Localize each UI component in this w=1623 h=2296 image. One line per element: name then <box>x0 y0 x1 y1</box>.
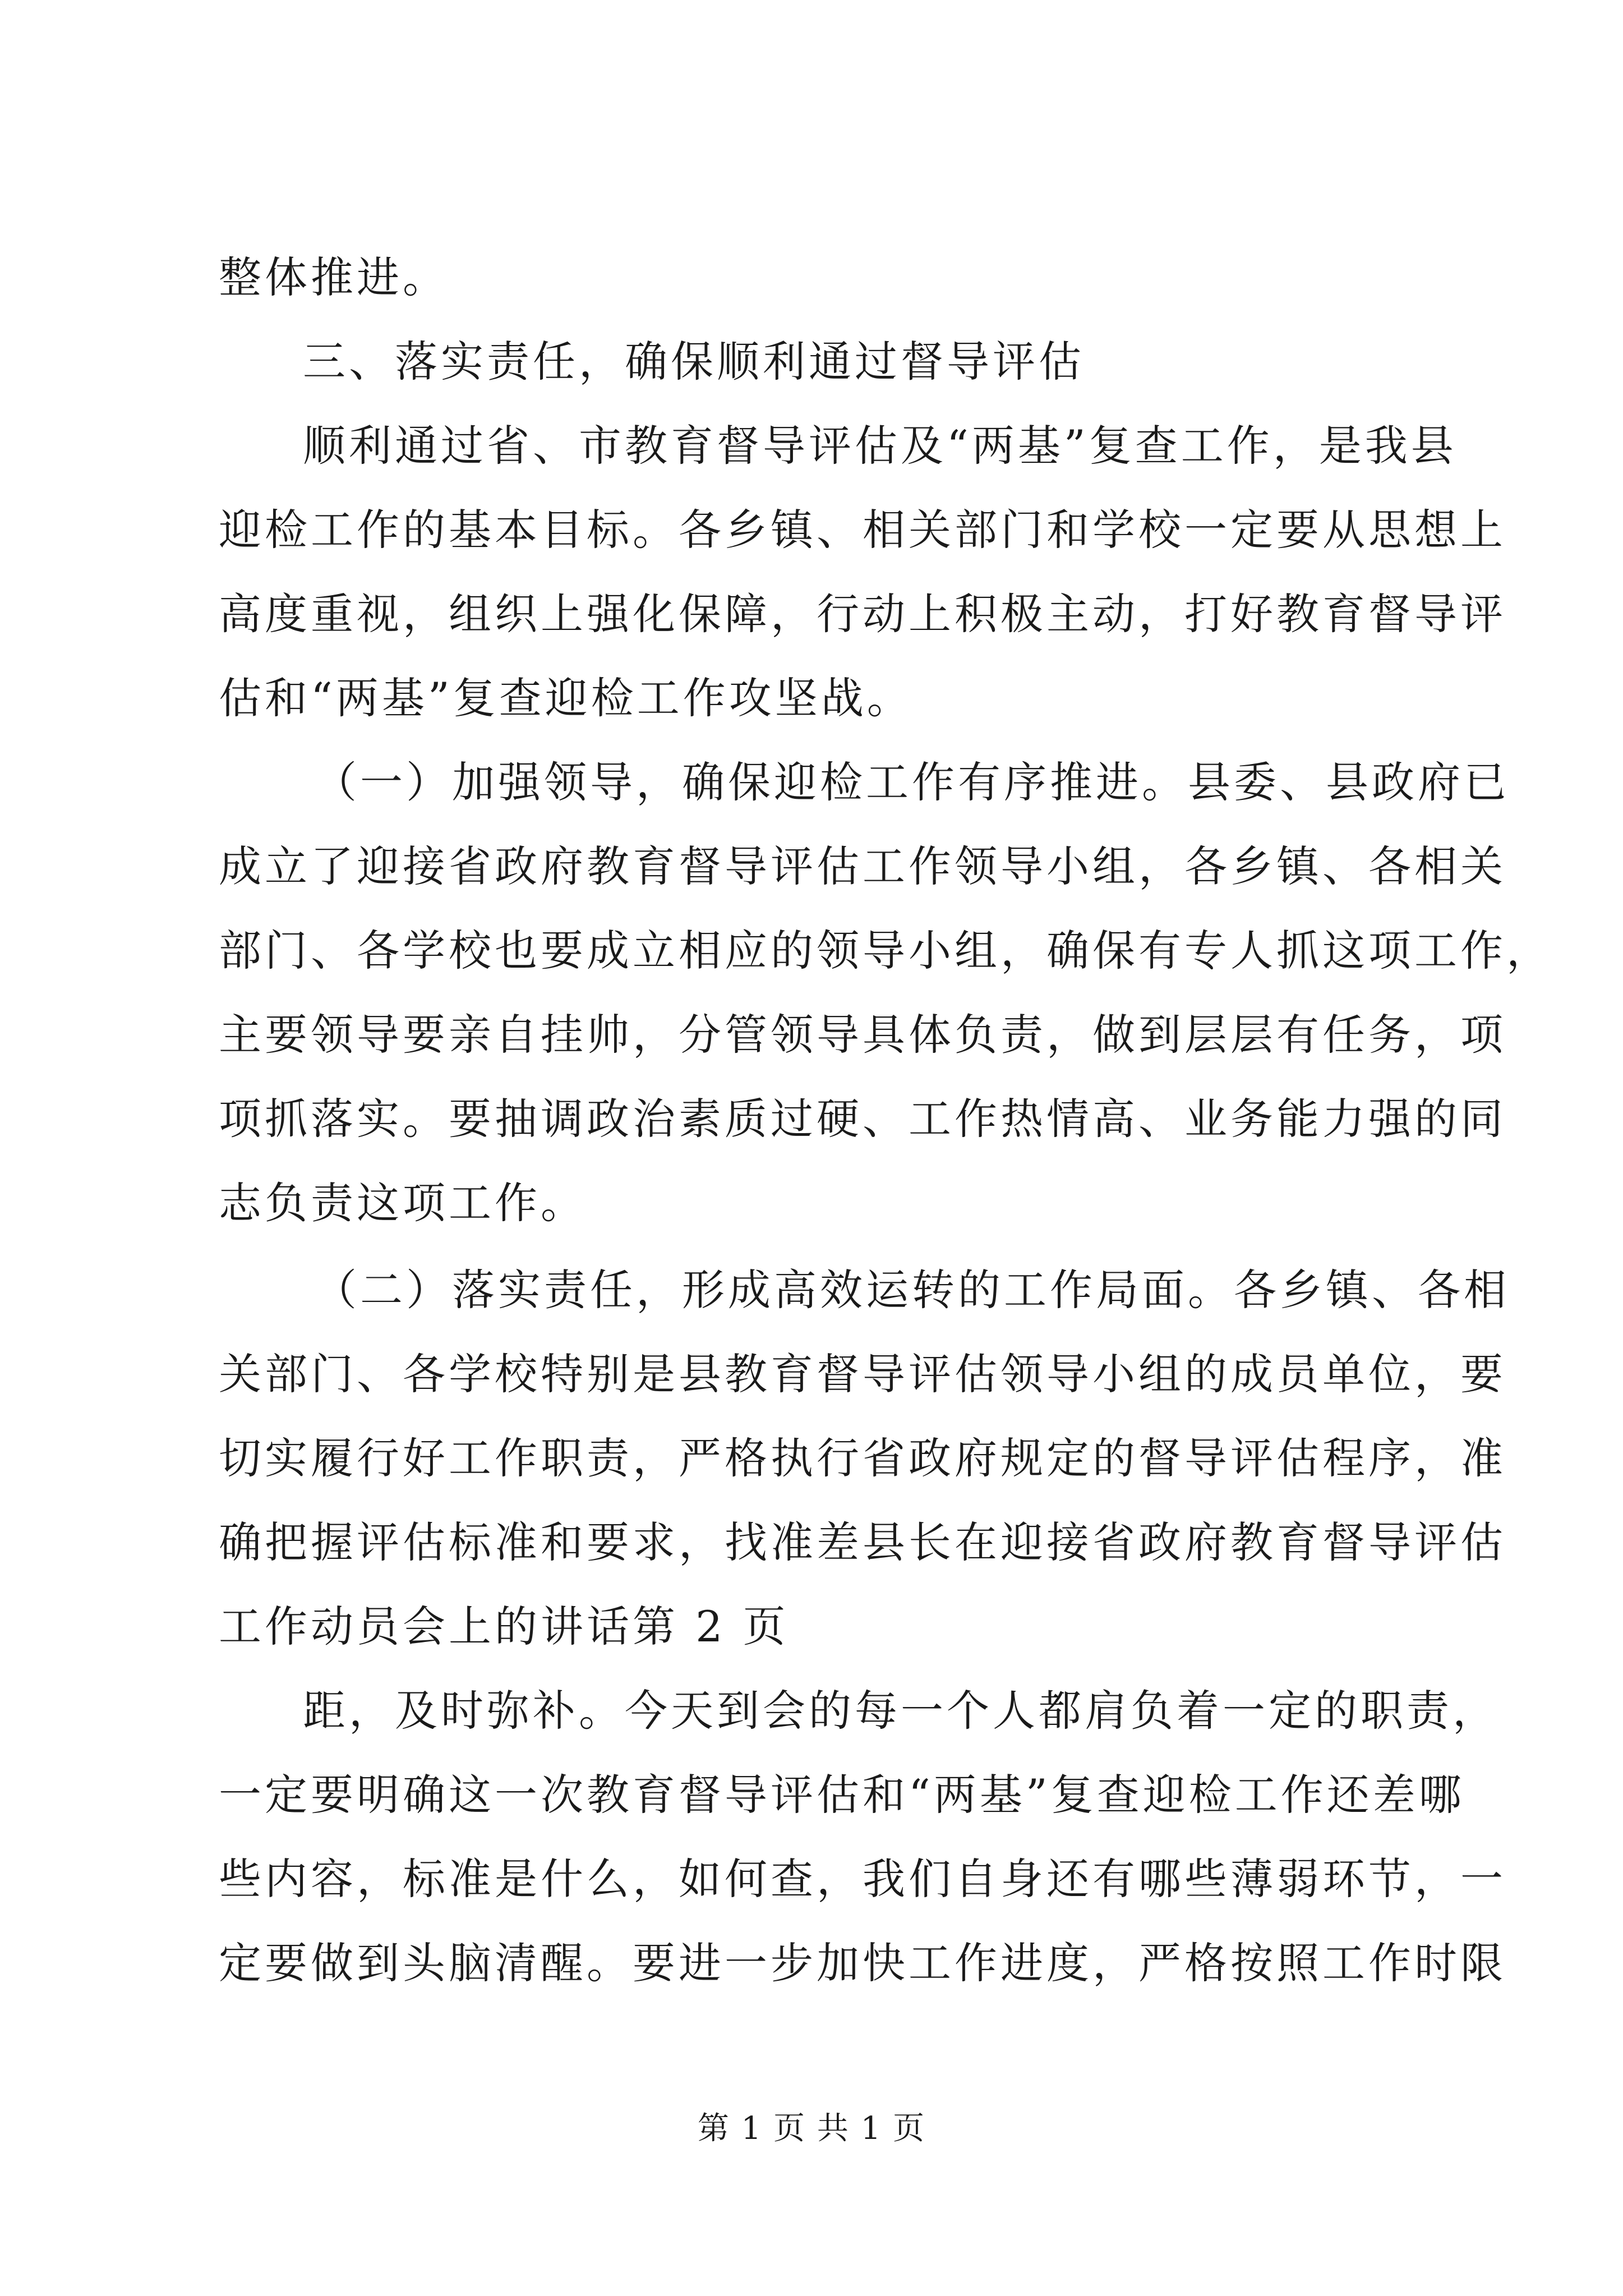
paragraph-line: 关部门、各学校特别是县教育督导评估领导小组的成员单位，要 <box>219 1349 1506 1399</box>
paragraph-line: 些内容，标准是什么，如何查，我们自身还有哪些薄弱环节，一 <box>219 1854 1506 1904</box>
paragraph-line: 顺利通过省、市教育督导评估及“两基”复查工作，是我县 <box>303 421 1457 471</box>
paragraph-line: 迎检工作的基本目标。各乡镇、相关部门和学校一定要从思想上 <box>219 505 1506 555</box>
paragraph-line: 一定要明确这一次教育督导评估和“两基”复查迎检工作还差哪 <box>219 1770 1465 1820</box>
paragraph-line: 切实履行好工作职责，严格执行省政府规定的督导评估程序，准 <box>219 1433 1506 1483</box>
paragraph-line: 项抓落实。要抽调政治素质过硬、工作热情高、业务能力强的同 <box>219 1094 1506 1144</box>
paragraph-line: （二）落实责任，形成高效运转的工作局面。各乡镇、各相 <box>314 1265 1510 1315</box>
paragraph-line: 确把握评估标准和要求，找准差县长在迎接省政府教育督导评估 <box>219 1517 1506 1567</box>
paragraph-line: 主要领导要亲自挂帅，分管领导具体负责，做到层层有任务，项 <box>219 1010 1506 1060</box>
paragraph-line: 估和“两基”复查迎检工作攻坚战。 <box>219 673 913 723</box>
paragraph-line: （一）加强领导，确保迎检工作有序推进。县委、县政府已 <box>314 757 1510 807</box>
paragraph-line: 距，及时弥补。今天到会的每一个人都肩负着一定的职责， <box>303 1686 1498 1736</box>
section-heading: 三、落实责任，确保顺利通过督导评估 <box>303 337 1085 386</box>
paragraph-line: 整体推进。 <box>219 252 449 302</box>
paragraph-line: 定要做到头脑清醒。要进一步加快工作进度，严格按照工作时限 <box>219 1938 1506 1988</box>
paragraph-line: 工作动员会上的讲话第 2 页 <box>219 1602 789 1651</box>
paragraph-line: 高度重视，组织上强化保障，行动上积极主动，打好教育督导评 <box>219 589 1506 639</box>
page-footer: 第 1 页 共 1 页 <box>697 2110 926 2147</box>
paragraph-line: 志负责这项工作。 <box>219 1178 587 1228</box>
paragraph-line: 部门、各学校也要成立相应的领导小组，确保有专人抓这项工作， <box>219 926 1552 976</box>
paragraph-line: 成立了迎接省政府教育督导评估工作领导小组，各乡镇、各相关 <box>219 841 1506 891</box>
